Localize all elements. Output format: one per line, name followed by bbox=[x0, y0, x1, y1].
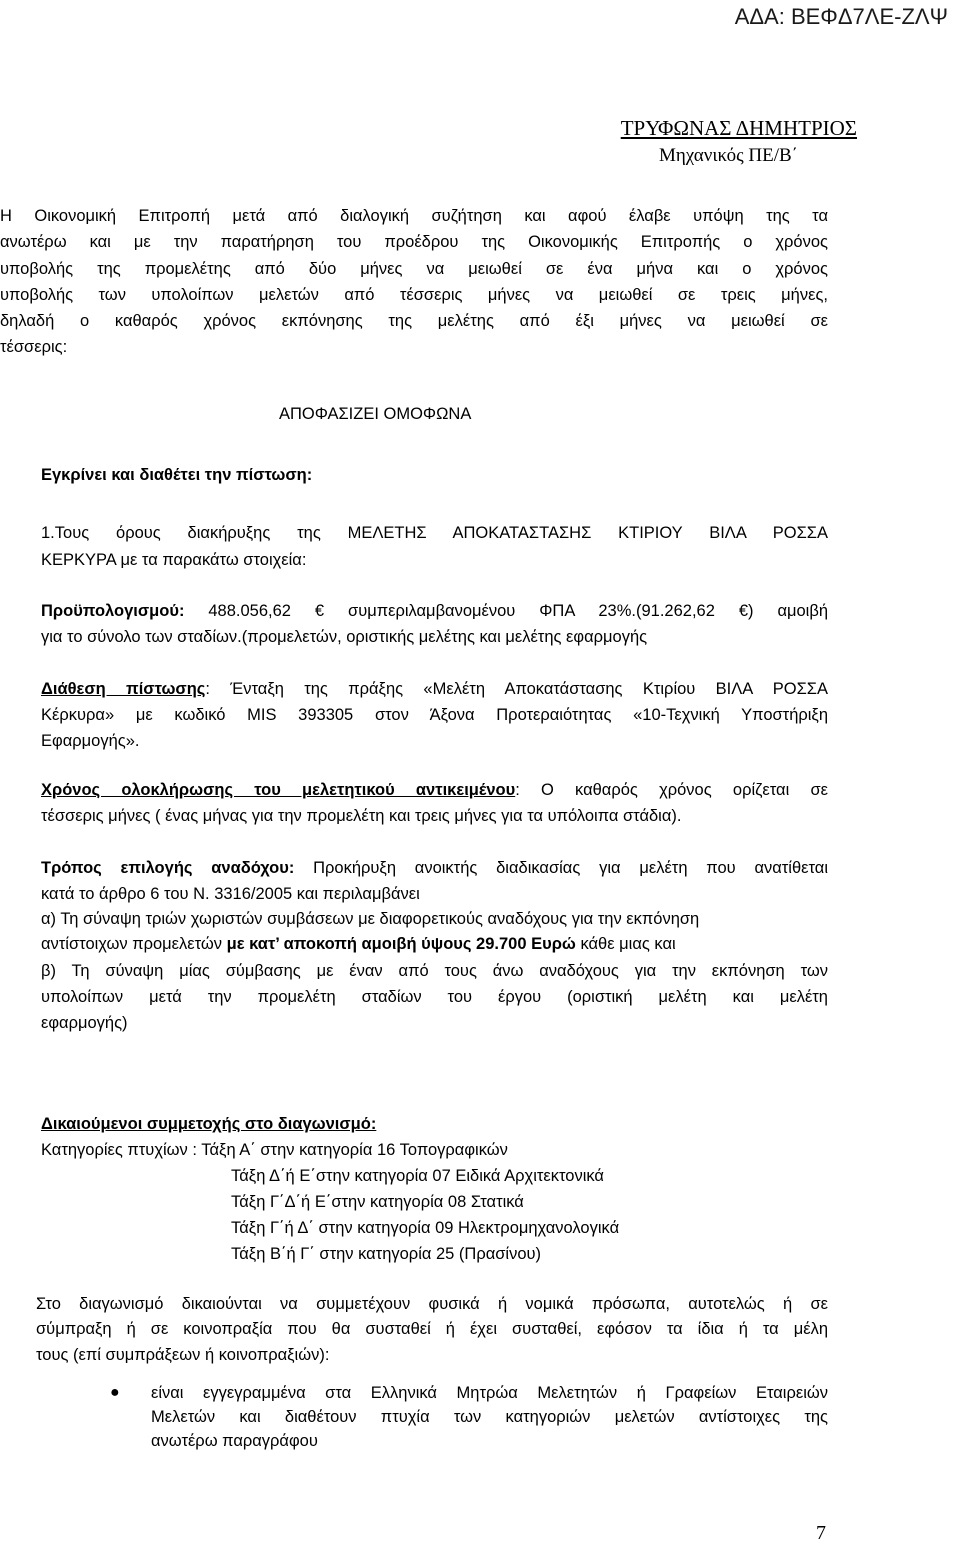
selection-label: Τρόπος επιλογής αναδόχου: bbox=[41, 859, 295, 877]
completion-label: Χρόνος ολοκλήρωσης του μελετητικού αντικειμένου bbox=[41, 781, 516, 799]
category-item: Τάξη Α΄ στην κατηγορία 16 Τοπογραφικών bbox=[201, 1141, 508, 1159]
allocation-line: Κέρκυρα» με κωδικό MIS 393305 στον Άξονα Προτεραιότητας «10-Τεχνική Υποστήριξη bbox=[41, 706, 828, 724]
budget-line bbox=[41, 602, 828, 621]
budget-line: για το σύνολο των σταδίων.(προμελετών, οριστικής μελέτης και μελέτης εφαρμογής bbox=[41, 628, 648, 646]
allocation-text: : Ένταξη της πράξης «Μελέτη Αποκατάστασης Κτιρίου ΒΙΛΑ ΡΟΣΣΑ bbox=[205, 680, 828, 698]
bullet-icon: ● bbox=[110, 1384, 120, 1401]
categories-label: Κατηγορίες πτυχίων : bbox=[41, 1141, 202, 1159]
intro-line: υποβολής των υπολοίπων μελετών από τέσσερις μήνες να μειωθεί σε τρεις μήνες, bbox=[0, 286, 828, 304]
category-item: Τάξη Γ΄Δ΄ή Ε΄στην κατηγορία 08 Στατικά bbox=[231, 1193, 524, 1211]
selection-option-b: εφαρμογής) bbox=[41, 1014, 128, 1032]
selection-text: Προκήρυξη ανοικτής διαδικασίας για μελέτη που ανατίθεται bbox=[294, 859, 828, 877]
fee-amount: με κατ’ αποκοπή αμοιβή ύψους 29.700 Ευρώ bbox=[226, 935, 576, 953]
intro-line: Η Οικονομική Επιτροπή μετά από διαλογική συζήτηση και αφού έλαβε υπόψη της τα bbox=[0, 207, 828, 225]
decision-heading: ΑΠΟΦΑΣΙΖΕΙ ΟΜΟΦΩΝΑ bbox=[279, 405, 472, 423]
page-number: 7 bbox=[816, 1522, 826, 1544]
approves-heading: Εγκρίνει και διαθέτει την πίστωση: bbox=[41, 466, 313, 484]
intro-line: υποβολής της προμελέτης από δύο μήνες να μειωθεί σε ένα μήνα και ο χρόνος bbox=[0, 260, 828, 278]
selection-line: κατά το άρθρο 6 του Ν. 3316/2005 και περιλαμβάνει bbox=[41, 885, 420, 903]
selection-a-text: κάθε μιας και bbox=[575, 935, 676, 953]
intro-line: τέσσερις: bbox=[0, 338, 68, 356]
signatory-role: Μηχανικός ΠΕ/Β΄ bbox=[658, 145, 798, 166]
category-item: Τάξη Γ΄ή Δ΄ στην κατηγορία 09 Ηλεκτρομηχανολογικά bbox=[231, 1219, 620, 1237]
allocation-line: Εφαρμογής». bbox=[41, 732, 140, 750]
selection-option-b: β) Τη σύναψη μίας σύμβασης με έναν από τους άνω αναδόχους για την εκπόνηση των bbox=[41, 962, 828, 980]
selection-option-a bbox=[41, 935, 676, 954]
bullet-line: ανωτέρω παραγράφου bbox=[151, 1432, 318, 1450]
allocation-line bbox=[41, 680, 828, 699]
category-item: Τάξη Β΄ή Γ΄ στην κατηγορία 25 (Πρασίνου) bbox=[231, 1245, 542, 1263]
participation-line: σύμπραξη ή σε κοινοπραξία που θα συσταθεί ή έχει συσταθεί, εφόσον τα ίδια ή τα μέλη bbox=[36, 1320, 828, 1338]
selection-a-text: αντίστοιχων προμελετών bbox=[41, 935, 227, 953]
categories-row bbox=[41, 1141, 508, 1160]
eligible-title: Δικαιούμενοι συμμετοχής στο διαγωνισμό: bbox=[41, 1115, 377, 1133]
completion-line bbox=[41, 781, 828, 800]
terms-line: 1.Τους όρους διακήρυξης της ΜΕΛΕΤΗΣ ΑΠΟΚΑΤΑΣΤΑΣΗΣ ΚΤΙΡΙΟΥ ΒΙΛΑ ΡΟΣΣΑ bbox=[41, 524, 828, 542]
budget-text: 488.056,62 € συμπεριλαμβανομένου ΦΠΑ 23%.(91.262,62 €) αμοιβή bbox=[184, 602, 828, 620]
selection-option-b: υπολοίπων μετά την προμελέτη σταδίων του έργου (οριστική μελέτη και μελέτη bbox=[41, 988, 828, 1006]
ada-header: ΑΔΑ: ΒΕΦΔ7ΛΕ-ΖΛΨ bbox=[734, 4, 948, 29]
bullet-line: Μελετών και διαθέτουν πτυχία των κατηγοριών μελετών αντίστοιχες της bbox=[151, 1408, 828, 1426]
terms-line: ΚΕΡΚΥΡΑ με τα παρακάτω στοιχεία: bbox=[41, 551, 307, 569]
completion-line: τέσσερις μήνες ( ένας μήνας για την προμελέτη και τρεις μήνες για τα υπόλοιπα στάδια). bbox=[41, 807, 682, 825]
budget-label: Προϋπολογισμού: bbox=[41, 602, 185, 620]
bullet-line: είναι εγγεγραμμένα στα Ελληνικά Μητρώα Μελετητών ή Γραφείων Εταιρειών bbox=[151, 1384, 828, 1402]
category-item: Τάξη Δ΄ή Ε΄στην κατηγορία 07 Ειδικά Αρχιτεκτονικά bbox=[231, 1167, 604, 1185]
allocation-label: Διάθεση πίστωσης bbox=[41, 680, 206, 698]
participation-line: τους (επί συμπράξεων ή κοινοπραξιών): bbox=[36, 1346, 330, 1364]
intro-line: δηλαδή ο καθαρός χρόνος εκπόνησης της μελέτης από έξι μήνες να μειωθεί σε bbox=[0, 312, 828, 330]
completion-text: : Ο καθαρός χρόνος ορίζεται σε bbox=[515, 781, 828, 799]
participation-line: Στο διαγωνισμό δικαιούνται να συμμετέχουν φυσικά ή νομικά πρόσωπα, αυτοτελώς ή σε bbox=[36, 1295, 828, 1313]
signatory-name: ΤΡΥΦΩΝΑΣ ΔΗΜΗΤΡΙΟΣ bbox=[620, 116, 857, 140]
intro-line: ανωτέρω και με την παρατήρηση του προέδρου της Οικονομικής Επιτροπής ο χρόνος bbox=[0, 233, 828, 251]
selection-option-a: α) Τη σύναψη τριών χωριστών συμβάσεων με διαφορετικούς αναδόχους για την εκπόνηση bbox=[41, 910, 700, 928]
selection-line bbox=[41, 859, 828, 878]
